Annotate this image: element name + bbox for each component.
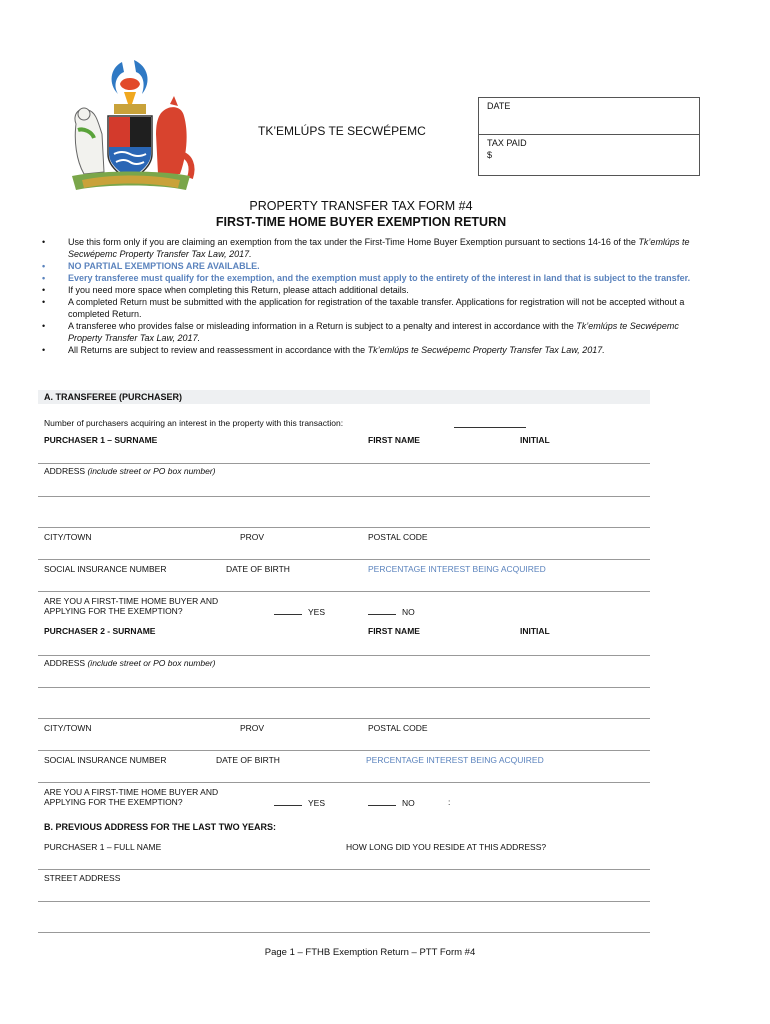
yes-label: YES (308, 798, 326, 808)
p2-initial-label: INITIAL (520, 626, 550, 636)
b-street-label: STREET ADDRESS (44, 873, 121, 883)
tax-paid-label: TAX PAID (487, 138, 527, 148)
org-name: TK’EMLÚPS TE SECWÉPEMC (258, 124, 426, 138)
coat-of-arms-emblem (62, 54, 200, 200)
stray-colon: : (448, 797, 451, 807)
form-subtitle: FIRST-TIME HOME BUYER EXEMPTION RETURN (215, 215, 507, 229)
instruction-text: A transferee who provides false or misleading information in a Return is subject to a penalty and interest in accordance with the (68, 321, 577, 331)
p2-pct-label: PERCENTAGE INTEREST BEING ACQUIRED (366, 755, 544, 765)
address-label-text: ADDRESS (44, 658, 88, 668)
p2-postal-label: POSTAL CODE (368, 723, 428, 733)
fthb-q-line1: ARE YOU A FIRST-TIME HOME BUYER AND (44, 787, 219, 797)
p1-yes-blank[interactable] (274, 606, 302, 615)
address-hint: (include street or PO box number) (87, 466, 216, 476)
address-hint: (include street or PO box number) (87, 658, 216, 668)
p1-address-field-2[interactable] (38, 527, 650, 528)
p1-yes-option[interactable] (274, 606, 325, 617)
num-purchasers-label: Number of purchasers acquiring an interest in the property with this transaction: (44, 418, 344, 428)
law-name: Tk’emlúps te Secwépemc Property Transfer Tax Law, 2017. (68, 237, 690, 259)
instruction-item: • Every transferee must qualify for the exemption, and the exemption must apply to the entirety of the interest in land that is subject to the transfer. (42, 273, 691, 283)
fthb-q-line1: ARE YOU A FIRST-TIME HOME BUYER AND (44, 596, 219, 606)
p2-first-name-label: FIRST NAME (368, 626, 420, 636)
date-box-divider (479, 134, 699, 135)
p1-first-name-label: FIRST NAME (368, 435, 420, 445)
no-label: NO (402, 607, 415, 617)
p1-postal-label: POSTAL CODE (368, 532, 428, 542)
instruction-text: If you need more space when completing this Return, please attach additional details. (68, 285, 409, 295)
p2-yes-option[interactable] (274, 797, 325, 808)
instruction-text: Use this form only if you are claiming an exemption from the tax under the First-Time Home Buyer Exemption pursuant to sections 14-16 of the (68, 237, 639, 247)
no-label: NO (402, 798, 415, 808)
p1-address-label (44, 466, 216, 476)
p1-address-field-1[interactable] (38, 496, 650, 497)
p2-sin-label: SOCIAL INSURANCE NUMBER (44, 755, 167, 765)
instruction-item: • Use this form only if you are claiming an exemption from the tax under the First-Time Home Buyer Exemption pursuant to sections 14-16 of the Tk’emlúps te Secwépemc Property Transfer Tax Law, 2017. (42, 237, 690, 259)
instruction-text: Every transferee must qualify for the exemption, and the exemption must apply to the entirety of the interest in land that is subject to the transfer. (68, 273, 691, 283)
section-b-heading: B. PREVIOUS ADDRESS FOR THE LAST TWO YEARS: (44, 822, 277, 832)
section-a-heading: A. TRANSFEREE (PURCHASER) (44, 392, 183, 402)
tax-paid-currency: $ (487, 150, 493, 160)
instruction-text: All Returns are subject to review and reassessment in accordance with the (68, 345, 368, 355)
p2-address-field-1[interactable] (38, 687, 650, 688)
num-purchasers-field[interactable] (454, 427, 526, 428)
instruction-item: • All Returns are subject to review and reassessment in accordance with the Tk’emlúps te Secwépemc Property Transfer Tax Law, 2017. (42, 345, 605, 355)
law-name: Tk’emlúps te Secwépemc Property Transfer Tax Law, 2017. (367, 345, 605, 355)
instruction-text: NO PARTIAL EXEMPTIONS ARE AVAILABLE. (68, 261, 260, 271)
instruction-item: • A completed Return must be submitted with the application for registration of the taxable transfer. Applications for registration will not be accepted without a completed Return. (42, 297, 685, 319)
law-name: Tk’emlúps te Secwépemc Property Transfer Tax Law, 2017. (68, 321, 679, 343)
p1-no-option[interactable] (368, 606, 415, 617)
p2-name-field[interactable] (38, 655, 650, 656)
p1-no-blank[interactable] (368, 606, 396, 615)
instruction-item: • NO PARTIAL EXEMPTIONS ARE AVAILABLE. (42, 261, 260, 271)
date-tax-box (478, 97, 700, 176)
p2-surname-label: PURCHASER 2 - SURNAME (44, 626, 156, 636)
p1-initial-label: INITIAL (520, 435, 550, 445)
p1-sin-field[interactable] (38, 591, 650, 592)
p2-city-label: CITY/TOWN (44, 723, 92, 733)
p2-fthb-question (44, 787, 218, 807)
p2-address-field-2[interactable] (38, 718, 650, 719)
p1-pct-label: PERCENTAGE INTEREST BEING ACQUIRED (368, 564, 546, 574)
p2-yes-blank[interactable] (274, 797, 302, 806)
p1-sin-label: SOCIAL INSURANCE NUMBER (44, 564, 167, 574)
p2-prov-label: PROV (240, 723, 265, 733)
b-street-field-2[interactable] (38, 932, 650, 933)
p1-city-field[interactable] (38, 559, 650, 560)
p1-fthb-question (44, 596, 218, 616)
b-how-long-label: HOW LONG DID YOU RESIDE AT THIS ADDRESS? (346, 842, 547, 852)
p2-dob-label: DATE OF BIRTH (216, 755, 280, 765)
fthb-q-line2: APPLYING FOR THE EXEMPTION? (44, 797, 183, 807)
instruction-item: • A transferee who provides false or misleading information in a Return is subject to a penalty and interest in accordance with the Tk’emlúps te Secwépemc Property Transfer Tax Law, 2017. (42, 321, 679, 343)
p1-city-label: CITY/TOWN (44, 532, 92, 542)
form-title: PROPERTY TRANSFER TAX FORM #4 (249, 199, 473, 213)
p1-surname-label: PURCHASER 1 – SURNAME (44, 435, 158, 445)
yes-label: YES (308, 607, 326, 617)
p2-sin-field[interactable] (38, 782, 650, 783)
instruction-item: • If you need more space when completing this Return, please attach additional details. (42, 285, 409, 295)
date-label: DATE (487, 101, 511, 111)
p2-no-option[interactable] (368, 797, 415, 808)
p2-address-label (44, 658, 216, 668)
p1-prov-label: PROV (240, 532, 265, 542)
instruction-text: A completed Return must be submitted with the application for registration of the taxable transfer. Applications for registration will not be accepted without a completed Return. (68, 297, 685, 319)
page-footer: Page 1 – FTHB Exemption Return – PTT Form #4 (264, 947, 476, 958)
b-street-field-1[interactable] (38, 901, 650, 902)
b-full-name-field[interactable] (38, 869, 650, 870)
p1-dob-label: DATE OF BIRTH (226, 564, 290, 574)
p2-no-blank[interactable] (368, 797, 396, 806)
p2-city-field[interactable] (38, 750, 650, 751)
address-label-text: ADDRESS (44, 466, 88, 476)
b-full-name-label: PURCHASER 1 – FULL NAME (44, 842, 162, 852)
instructions-list (38, 236, 708, 356)
fthb-q-line2: APPLYING FOR THE EXEMPTION? (44, 606, 183, 616)
p1-name-field[interactable] (38, 463, 650, 464)
